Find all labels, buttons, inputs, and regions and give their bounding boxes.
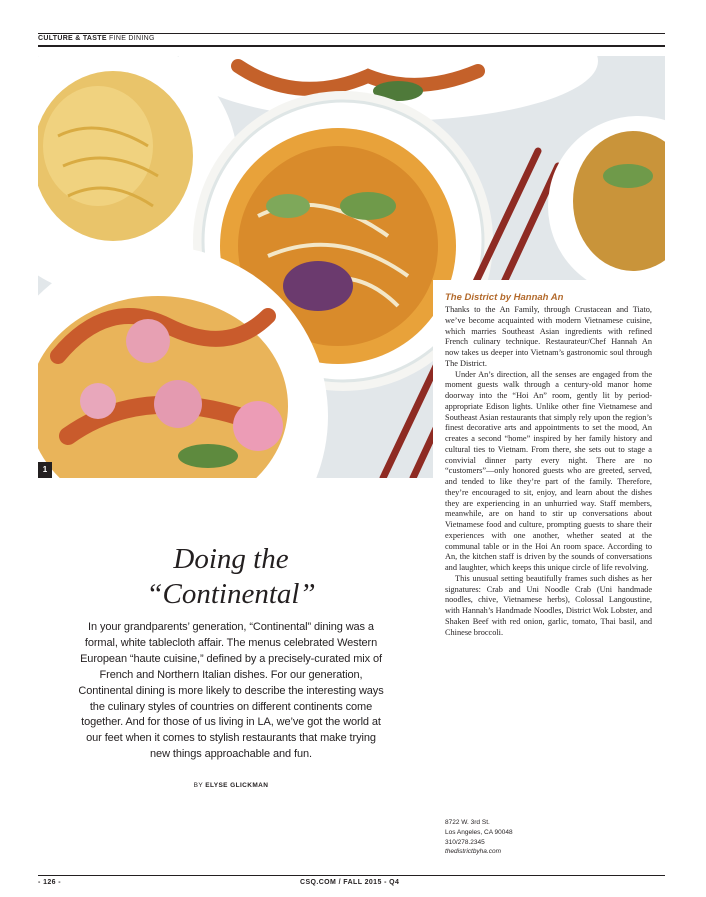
headline-line-2: “Continental”	[146, 578, 316, 610]
article-headline	[76, 542, 386, 612]
headline-line-1: Doing the	[173, 543, 289, 575]
byline-author: ELYSE GLICKMAN	[205, 782, 269, 789]
address-website: thedistrictbyha.com	[445, 848, 501, 856]
sidebar-body	[445, 305, 652, 638]
address-city: Los Angeles, CA 90048	[445, 828, 513, 836]
sidebar-paragraph: Under An’s direction, all the senses are engaged from the moment guests walk through a century-old manor home doorway into the “Hoi An” room, gently lit by period-appropriate Edison lights. Unlike other fine Vietnamese and Southeast Asian restaurants that simply rely upon the region’s finest decorative arts and appointments to set the mood, An creates a second “home” inspired by her family history and cultural ties to Vietnam. From there, she sets out to stage a convivial dinner party every night. There are no “customers”—only honored guests who are greeted, served, and tended to like they’re part of the family. Therefore, they’re encouraged to sit, enjoy, and learn about the dishes they are experiencing in an unhurried way. Staff members, meanwhile, are on hand to stir up conversations about Vietnamese food and culture, prompting guests to share their experiences with one another, whether seated at the communal table or in the Hoi An room space. According to An, the kitchen staff is driven by the sounds of conversations and laughter, which keeps this unique circle of life revolving.	[445, 369, 652, 572]
section-label	[38, 35, 155, 42]
sidebar-paragraph: Thanks to the An Family, through Crustacean and Tiato, we’ve become acquainted with modern Vietnamese cuisine, which marries Southeast Asian ingredients with refined French culinary technique. Restaurateur/Chef Hannah An now takes us deeper into Vietnam’s gastronomic soul through The District.	[445, 305, 652, 368]
header-rule-top	[38, 33, 665, 34]
byline	[76, 782, 386, 789]
footer-rule	[38, 875, 665, 876]
section-name: CULTURE & TASTE	[38, 35, 107, 42]
subsection-name: FINE DINING	[109, 35, 155, 42]
byline-prefix: BY	[193, 782, 203, 789]
sidebar-paragraph: This unusual setting beautifully frames such dishes as her signatures: Crab and Uni Noodle Crab (Uni handmade noodles, chive, Vietnamese herbs), Colossal Langoustine, with Hannah’s Handmade Noodles, District Wok Lobster, and Shaken Beef with red onion, garlic, tomato, Thai basil, and Chinese broccoli.	[445, 573, 652, 637]
address-phone: 310/278.2345	[445, 838, 485, 846]
restaurant-address	[445, 818, 513, 857]
page-number: - 126 -	[38, 879, 62, 886]
header-rule-bottom	[38, 45, 665, 47]
address-street: 8722 W. 3rd St.	[445, 819, 490, 826]
sidebar-title: The District by Hannah An	[445, 292, 564, 303]
article-dek: In your grandparents’ generation, “Continental” dining was a formal, white tablecloth affair. The menus celebrated Western European “haute cuisine,” defined by a precisely-curated mix of French and Northern Italian dishes. For our generation, Continental dining is more likely to describe the interesting ways the culinary styles of countries on different continents come together. And for those of us living in LA, we’ve got the world at our feet when it comes to stylish restaurants that make trying new things approachable and fun.	[78, 621, 384, 761]
photo-number-badge: 1	[38, 462, 52, 478]
publication-folio: CSQ.COM / FALL 2015 - Q4	[300, 879, 400, 886]
